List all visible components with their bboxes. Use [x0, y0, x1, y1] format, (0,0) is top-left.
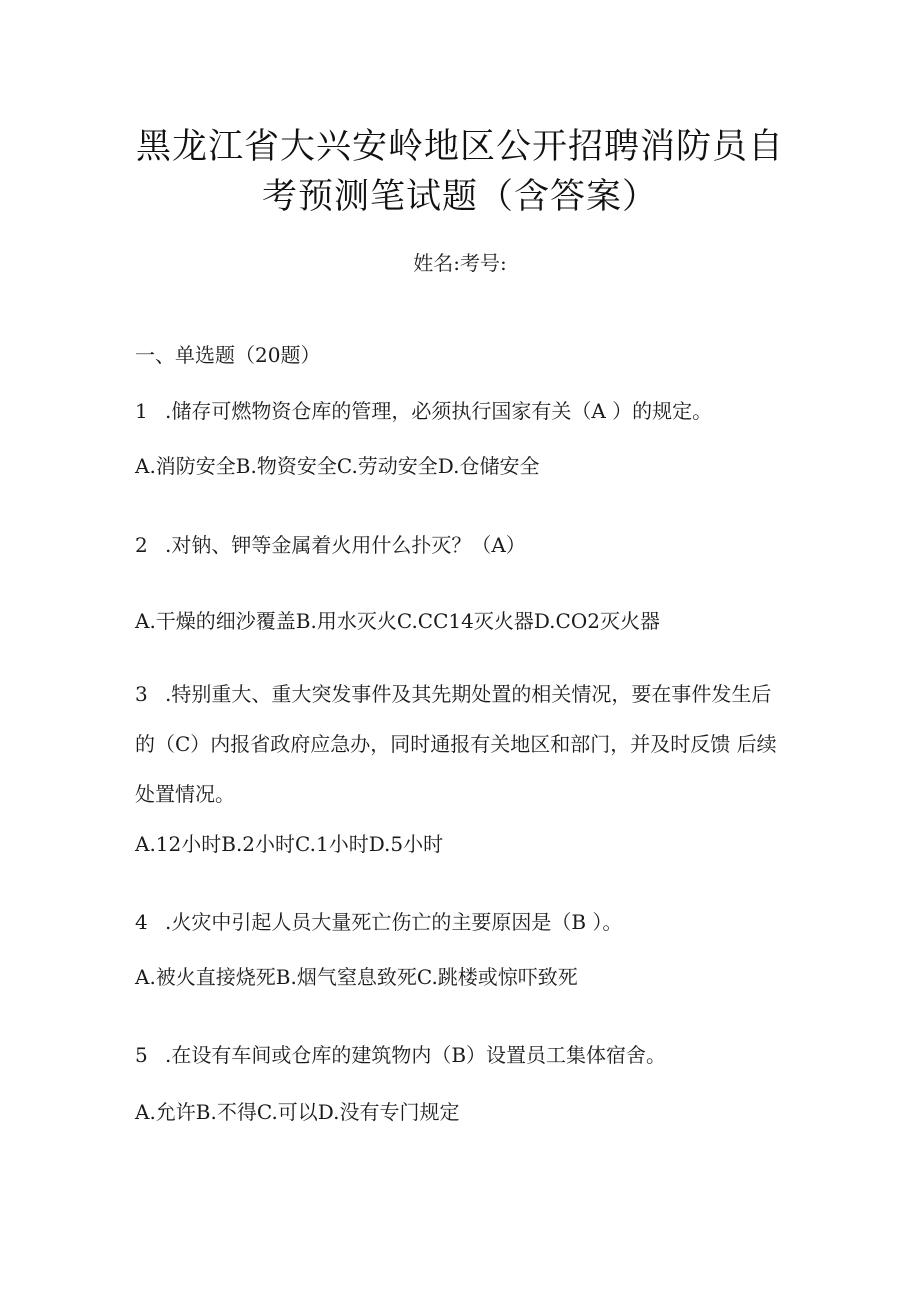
question-text: .火灾中引起人员大量死亡伤亡的主要原因是（B ）。	[165, 910, 623, 934]
question-2-options: A.干燥的细沙覆盖B.用水灭火C.CC14灭火器D.CO2灭火器	[135, 609, 660, 633]
question-4	[135, 907, 622, 937]
question-number: 2	[135, 533, 148, 557]
question-text: .储存可燃物资仓库的管理，必须执行国家有关（A ）的规定。	[165, 399, 713, 423]
section-heading: 一、单选题（20题）	[135, 343, 321, 367]
question-number: 1	[135, 399, 148, 423]
question-3-options: A.12小时B.2小时C.1小时D.5小时	[135, 832, 444, 856]
document-title-line-1: 黑龙江省大兴安岭地区公开招聘消防员自	[135, 127, 784, 167]
question-number: 4	[135, 910, 148, 934]
question-1	[135, 396, 712, 426]
question-1-options: A.消防安全B.物资安全C.劳动安全D.仓储安全	[135, 454, 540, 478]
question-3	[135, 679, 771, 709]
question-text: .对钠、钾等金属着火用什么扑灭？（A）	[165, 533, 526, 557]
question-5-options: A.允许B.不得C.可以D.没有专门规定	[135, 1100, 460, 1124]
question-2	[135, 530, 526, 560]
question-5	[135, 1040, 666, 1070]
question-3-text-continued: 处置情况。	[135, 782, 235, 806]
question-text: .在设有车间或仓库的建筑物内（B）设置员工集体宿舍。	[165, 1043, 667, 1067]
question-number: 3	[135, 682, 148, 706]
name-exam-number-line: 姓名:考号:	[413, 251, 507, 275]
question-text: .特别重大、重大突发事件及其先期处置的相关情况，要在事件发生后	[165, 682, 772, 706]
question-number: 5	[135, 1043, 148, 1067]
document-title-line-2: 考预测笔试题（含答案）	[261, 177, 658, 217]
question-4-options: A.被火直接烧死B.烟气窒息致死C.跳楼或惊吓致死	[135, 965, 578, 989]
question-3-text-continued: 的（C）内报省政府应急办，同时通报有关地区和部门，并及时反馈 后续	[135, 732, 777, 756]
